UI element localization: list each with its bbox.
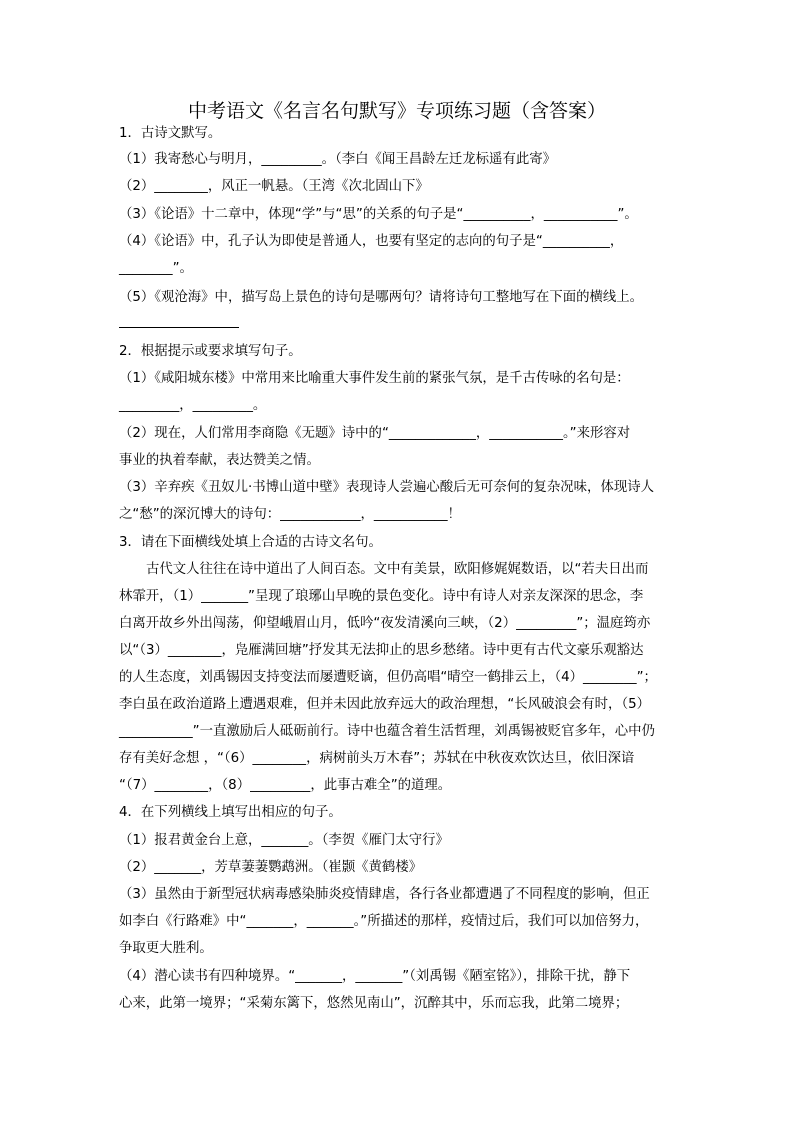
q4-item-3-line-2: 如李白《行路难》中“_______，_______。”所描述的那样，疫情过后，我们可以加倍努力， (119, 914, 649, 929)
q1-item-5: （5）《观沧海》中，描写岛上景色的诗句是哪两句？请将诗句工整地写在下面的横线上。 (119, 290, 644, 305)
answer-blank-line (119, 327, 239, 328)
q3-paragraph-line-8: 存有美好念想 ，“（6）________，病树前头万木春”；苏轼在中秋夜欢饮达旦，依旧深谙 (119, 751, 635, 766)
q4-item-2: （2）_______，芳草萋萋鹦鹉洲。（崔颢《黄鹤楼》 (119, 860, 423, 875)
question-4-heading: 4．在下列横线上填写出相应的句子。 (119, 805, 342, 820)
question-3-heading: 3．请在下面横线处填上合适的古诗文名句。 (119, 535, 382, 550)
q2-item-2-line-1: （2）现在，人们常用李商隐《无题》诗中的“_____________，___________。”来形容对 (119, 426, 631, 441)
q4-item-3-line-3: 争取更大胜利。 (119, 941, 213, 956)
q4-item-1: （1）报君黄金台上意，_______。（李贺《雁门太守行》 (119, 833, 449, 848)
q3-paragraph-line-9: “（7）________，（8）_________，此事古难全”的道理。 (119, 778, 452, 793)
q3-paragraph-line-5: 的人生态度，刘禹锡因支持变法而屡遭贬谪，但仍高唱“晴空一鹤排云上，（4）________”； (119, 670, 657, 685)
q4-item-3-line-1: （3）虽然由于新型冠状病毒感染肺炎疫情肆虐，各行各业都遭遇了不同程度的影响，但正 (119, 887, 650, 902)
q3-paragraph-line-1: 古代文人往往在诗中道出了人间百态。文中有美景，欧阳修娓娓数语，以“若夫日出而 (146, 562, 649, 577)
q2-item-1-line-2: _________，_________。 (119, 398, 267, 413)
q2-item-3-line-1: （3）辛弃疾《丑奴儿·书博山道中壁》表现诗人尝遍心酸后无可奈何的复杂况味，体现诗人 (119, 480, 655, 495)
q3-paragraph-line-2: 林霏开，（1）_______”呈现了琅琊山早晚的景色变化。诗中有诗人对亲友深深的思念，李 (119, 589, 644, 604)
q3-paragraph-line-4: 以“（3）________，凫雁满回塘”抒发其无法抑止的思乡愁绪。诗中更有古代文豪乐观豁达 (119, 643, 644, 658)
q4-item-4-line-2: 心来，此第一境界；“采菊东篱下，悠然见南山”，沉醉其中，乐而忘我，此第二境界； (119, 996, 629, 1011)
document-title: 中考语文《名言名句默写》专项练习题（含答案） (187, 100, 606, 122)
q4-item-4-line-1: （4）潜心读书有四种境界。“_______，_______”（刘禹锡《陋室铭》），排除干扰，静下 (119, 969, 631, 984)
question-1-heading: 1．古诗文默写。 (119, 126, 222, 141)
q3-paragraph-line-7: ___________”一直激励后人砥砺前行。诗中也蕴含着生活哲理，刘禹锡被贬官多年，心中仍 (119, 724, 655, 739)
q3-paragraph-line-3: 白离开故乡外出闯荡，仰望峨眉山月，低吟“夜发清溪向三峡，（2）_________”；温庭筠亦 (119, 616, 651, 631)
q2-item-3-line-2: 之“愁”的深沉博大的诗句：____________，___________！ (119, 507, 461, 522)
q1-item-4-line-1: （4）《论语》中，孔子认为即使是普通人，也要有坚定的志向的句子是“__________， (119, 234, 624, 249)
q2-item-2-line-2: 事业的执着奉献，表达赞美之情。 (119, 453, 320, 468)
q2-item-1-line-1: （1）《咸阳城东楼》中常用来比喻重大事件发生前的紧张气氛，是千古传咏的名句是： (119, 371, 630, 386)
q1-item-4-line-2: ________”。 (119, 261, 193, 276)
q1-item-1: （1）我寄愁心与明月，_________。（李白《闻王昌龄左迁龙标遥有此寄》 (119, 152, 557, 167)
q3-paragraph-line-6: 李白虽在政治道路上遭遇艰难，但并未因此放弃远大的政治理想，“长风破浪会有时，（5） (119, 697, 650, 712)
q1-item-3: （3）《论语》十二章中，体现“学”与“思”的关系的句子是“__________，___________”。 (119, 207, 638, 222)
q1-item-2: （2）________，风正一帆悬。（王湾《次北固山下》 (119, 179, 429, 194)
question-2-heading: 2．根据提示或要求填写句子。 (119, 344, 302, 359)
